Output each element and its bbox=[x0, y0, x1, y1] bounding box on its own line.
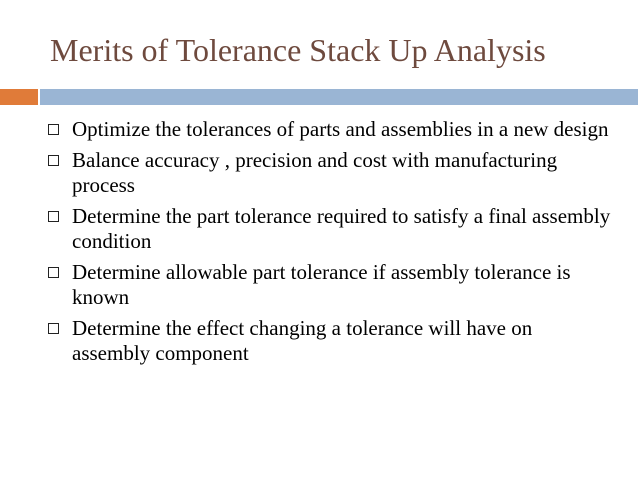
bullet-text: Determine the part tolerance required to satisfy a final assembly condition bbox=[72, 204, 611, 253]
checkbox-square-icon bbox=[48, 211, 59, 222]
bullet-list bbox=[44, 117, 614, 372]
title-accent-bar bbox=[0, 89, 38, 105]
bullet-text: Optimize the tolerances of parts and assemblies in a new design bbox=[72, 117, 609, 141]
list-item bbox=[44, 117, 614, 142]
checkbox-square-icon bbox=[48, 267, 59, 278]
checkbox-square-icon bbox=[48, 155, 59, 166]
slide-title: Merits of Tolerance Stack Up Analysis bbox=[50, 32, 546, 68]
title-divider-bar bbox=[40, 89, 638, 105]
list-item bbox=[44, 204, 614, 254]
list-item bbox=[44, 316, 614, 366]
list-item bbox=[44, 260, 614, 310]
bullet-text: Determine allowable part tolerance if assembly tolerance is known bbox=[72, 260, 571, 309]
checkbox-square-icon bbox=[48, 124, 59, 135]
bullet-text: Balance accuracy , precision and cost with manufacturing process bbox=[72, 148, 558, 197]
bullet-text: Determine the effect changing a tolerance will have on assembly component bbox=[72, 316, 533, 365]
checkbox-square-icon bbox=[48, 323, 59, 334]
list-item bbox=[44, 148, 614, 198]
